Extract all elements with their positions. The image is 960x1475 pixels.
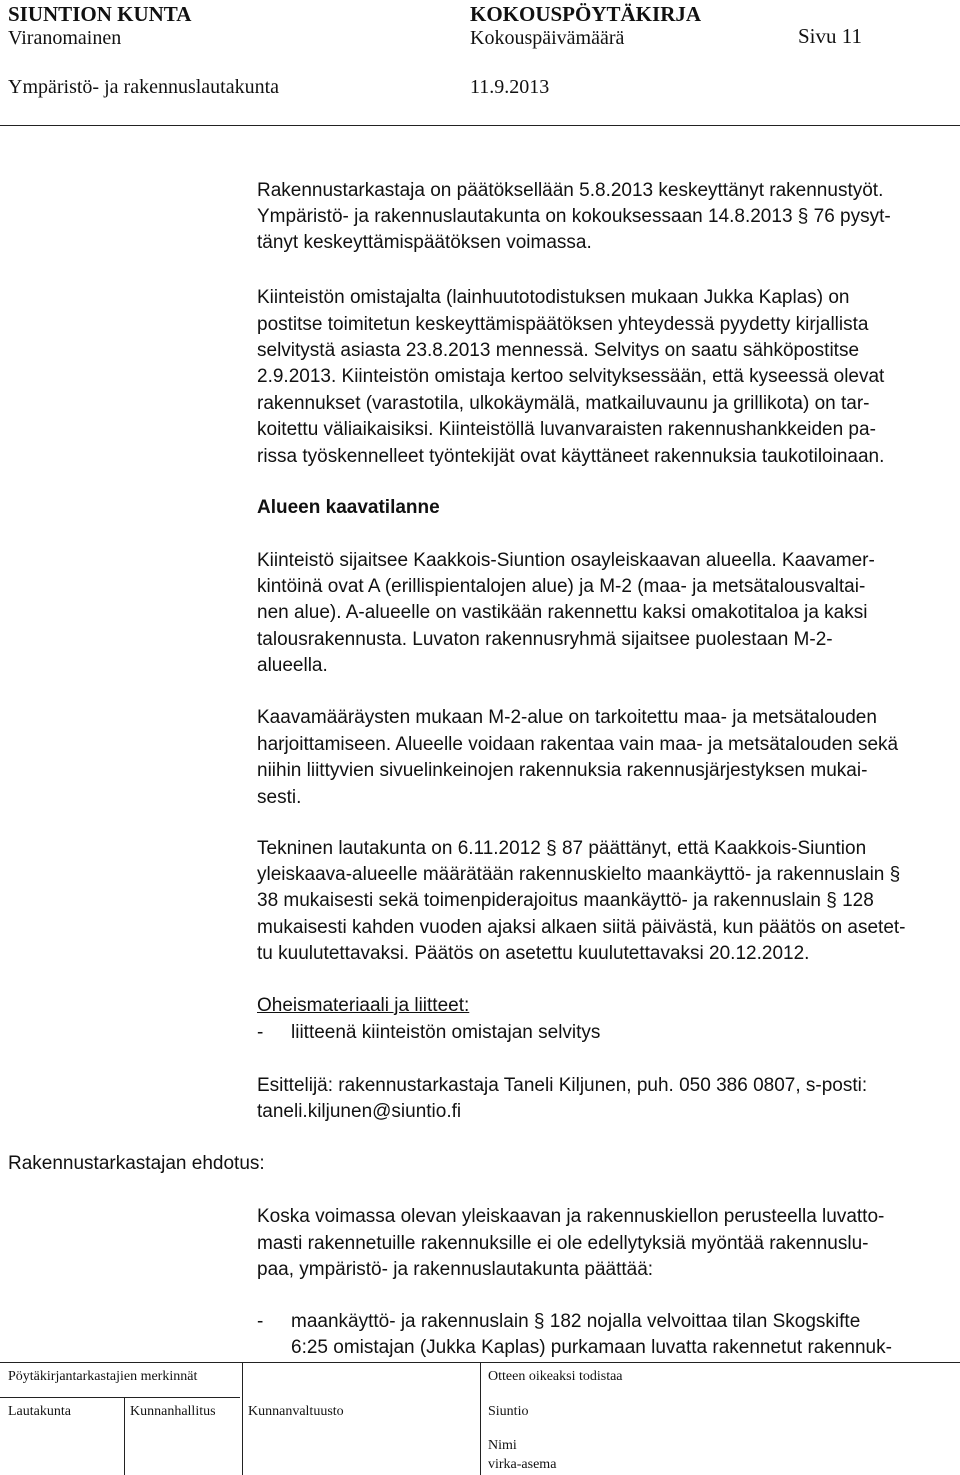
attachment-dash: - <box>257 1022 264 1043</box>
footer-board-label: Lautakunta <box>8 1404 71 1419</box>
attachment-item: liitteenä kiinteistön omistajan selvitys <box>291 1022 601 1043</box>
section-heading: Alueen kaavatilanne <box>257 497 440 518</box>
paragraph-line: rakennukset (varastotila, ulkokäymälä, matkailuvaunu ja grillikota) on tar- <box>257 393 870 414</box>
authority-label: Viranomainen <box>8 27 122 49</box>
organization-name: SIUNTION KUNTA <box>8 2 192 26</box>
meeting-date: 11.9.2013 <box>470 76 550 98</box>
paragraph-line: harjoittamiseen. Alueelle voidaan rakentaa vain maa- ja metsätalouden sekä <box>257 734 899 755</box>
paragraph-line: masti rakennetuille rakennuksille ei ole edellytyksiä myöntää rakennuslu- <box>257 1233 869 1254</box>
paragraph-line: paa, ympäristö- ja rakennuslautakunta päättää: <box>257 1259 654 1280</box>
decision-dash: - <box>257 1311 264 1332</box>
presenter-email: taneli.kiljunen@siuntio.fi <box>257 1101 462 1122</box>
paragraph-line: niihin liittyvien sivuelinkeinojen rakennuksia rakennusjärjestyksen mukai- <box>257 760 868 781</box>
decision-line: 6:25 omistajan (Jukka Kaplas) purkamaan luvatta rakennetut rakennuk- <box>291 1337 892 1358</box>
decision-line: maankäyttö- ja rakennuslain § 182 nojalla velvoittaa tilan Skogskifte <box>291 1311 861 1332</box>
paragraph-line: mukaisesti kahden vuoden ajaksi alkaen siitä päivästä, kun päätös on asetet- <box>257 917 906 938</box>
paragraph-line: alueella. <box>257 655 328 676</box>
footer-place-label: Siuntio <box>488 1404 529 1419</box>
paragraph-line: Ympäristö- ja rakennuslautakunta on kokouksessaan 14.8.2013 § 76 pysyt- <box>257 206 891 227</box>
footer-divider-left <box>0 1397 240 1398</box>
paragraph-line: rissa työskennelleet työntekijät ovat käyttäneet rakennuksia taukotiloinaan. <box>257 446 885 467</box>
footer-council-label: Kunnanvaltuusto <box>248 1404 344 1419</box>
footer-checkers-label: Pöytäkirjantarkastajien merkinnät <box>8 1369 198 1384</box>
paragraph-line: Kiinteistö sijaitsee Kaakkois-Siuntion osayleiskaavan alueella. Kaavamer- <box>257 550 875 571</box>
paragraph-line: 38 mukaisesti sekä toimenpiderajoitus maankäyttö- ja rakennuslain § 128 <box>257 890 874 911</box>
paragraph-line: koitettu väliaikaisiksi. Kiinteistöllä luvanvaraisten rakennushankkeiden pa- <box>257 419 876 440</box>
footer-exec-label: Kunnanhallitus <box>130 1404 216 1419</box>
footer-title-label: virka-asema <box>488 1457 557 1472</box>
paragraph-line: kintöinä ovat A (erillispientalojen alue) ja M-2 (maa- ja metsätalousvaltai- <box>257 576 866 597</box>
footer-column-divider <box>124 1397 125 1475</box>
paragraph-line: tänyt keskeyttämispäätöksen voimassa. <box>257 232 592 253</box>
page-number: Sivu 11 <box>798 24 862 48</box>
paragraph-line: sesti. <box>257 787 302 808</box>
footer-column-divider <box>480 1362 481 1475</box>
footer-name-label: Nimi <box>488 1438 517 1453</box>
paragraph-line: talousrakennusta. Luvaton rakennusryhmä sijaitsee puolestaan M-2- <box>257 629 833 650</box>
authority-name: Ympäristö- ja rakennuslautakunta <box>8 76 280 98</box>
paragraph-line: nen alue). A-alueelle on vastikään rakennettu kaksi omakotitaloa ja kaksi <box>257 602 868 623</box>
footer-certified-label: Otteen oikeaksi todistaa <box>488 1369 623 1384</box>
paragraph-line: Kaavamääräysten mukaan M-2-alue on tarkoitettu maa- ja metsätalouden <box>257 707 877 728</box>
footer-column-divider <box>242 1362 243 1475</box>
presenter-line: Esittelijä: rakennustarkastaja Taneli Kiljunen, puh. 050 386 0807, s-posti: <box>257 1075 868 1096</box>
attachments-heading: Oheismateriaali ja liitteet: <box>257 995 470 1016</box>
paragraph-line: tu kuulutettavaksi. Päätös on asetettu kuulutettavaksi 20.12.2012. <box>257 943 810 964</box>
paragraph-line: Tekninen lautakunta on 6.11.2012 § 87 päättänyt, että Kaakkois-Siuntion <box>257 838 867 859</box>
document-type: KOKOUSPÖYTÄKIRJA <box>470 2 702 26</box>
header-divider <box>0 125 960 126</box>
paragraph-line: Kiinteistön omistajalta (lainhuutotodistuksen mukaan Jukka Kaplas) on <box>257 287 850 308</box>
paragraph-line: yleiskaava-alueelle määrätään rakennuskielto maankäyttö- ja rakennuslain § <box>257 864 901 885</box>
paragraph-line: 2.9.2013. Kiinteistön omistaja kertoo selvityksessään, että kyseessä olevat <box>257 366 885 387</box>
paragraph-line: postitse toimitetun keskeyttämispäätöksen yhteydessä pyydetty kirjallista <box>257 314 869 335</box>
paragraph-line: Koska voimassa olevan yleiskaavan ja rakennuskiellon perusteella luvatto- <box>257 1206 885 1227</box>
date-label: Kokouspäivämäärä <box>470 27 625 49</box>
paragraph-line: Rakennustarkastaja on päätöksellään 5.8.2013 keskeyttänyt rakennustyöt. <box>257 180 884 201</box>
paragraph-line: selvitystä asiasta 23.8.2013 mennessä. Selvitys on saatu sähköpostitse <box>257 340 860 361</box>
proposal-label: Rakennustarkastajan ehdotus: <box>8 1153 265 1174</box>
